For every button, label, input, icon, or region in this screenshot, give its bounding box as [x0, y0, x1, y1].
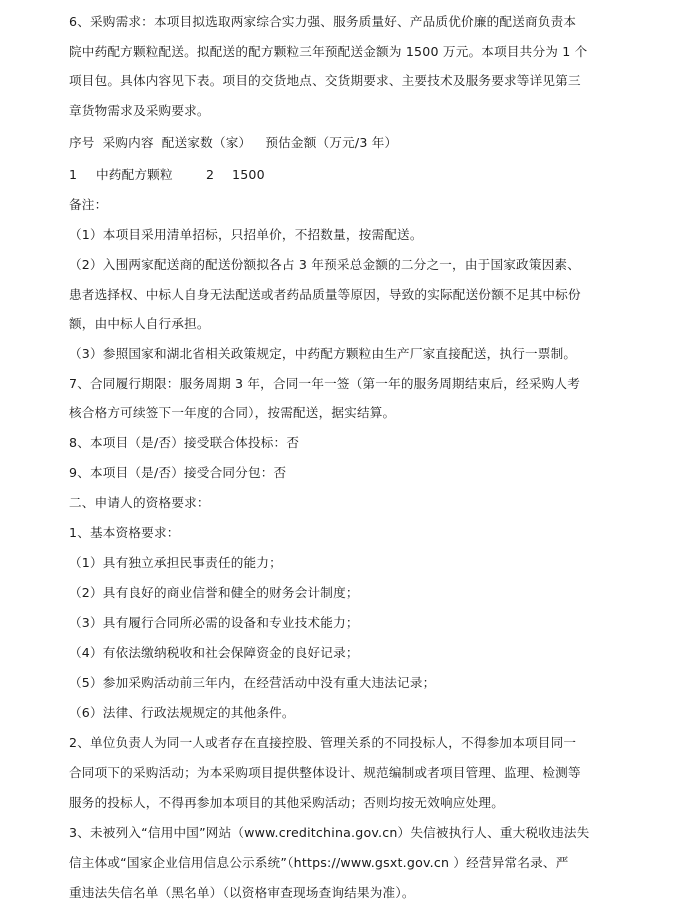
qualification-basic-heading: 1、基本资格要求：: [69, 525, 180, 540]
paragraph-procurement-needs-line-4: 章货物需求及采购要求。: [69, 103, 210, 118]
qualification-2-line-2: 合同项下的采购活动；为本采购项目提供整体设计、规范编制或者项目管理、监理、检测等: [69, 765, 581, 780]
remark-item-2-line-1: （2）入围两家配送商的配送份额拟各占 3 年预采总金额的二分之一，由于国家政策因素、: [69, 257, 580, 272]
paragraph-contract-period-line-1: 7、合同履行期限：服务周期 3 年，合同一年一签（第一年的服务周期结束后，经采购人考: [69, 376, 580, 391]
paragraph-procurement-needs-line-1: 6、采购需求：本项目拟选取两家综合实力强、服务质量好、产品质优价廉的配送商负责本: [69, 14, 577, 29]
qualification-3-line-1: 3、未被列入“信用中国”网站（www.creditchina.gov.cn）失信被执行人、重大税收违法失: [69, 825, 590, 840]
remark-item-3: （3）参照国家和湖北省相关政策规定，中药配方颗粒由生产厂家直接配送，执行一票制。: [69, 346, 577, 361]
qualification-item-2: （2）具有良好的商业信誉和健全的财务会计制度；: [69, 585, 359, 600]
table-header-cell: 配送家数（家）: [161, 135, 252, 150]
table-cell: 中药配方颗粒: [96, 167, 173, 182]
remark-heading: 备注：: [69, 197, 108, 212]
table-cell: 1500: [232, 167, 265, 182]
qualification-item-1: （1）具有独立承担民事责任的能力；: [69, 555, 282, 570]
qualification-item-5: （5）参加采购活动前三年内，在经营活动中没有重大违法记录；: [69, 675, 436, 690]
qualification-3-line-2: 信主体或“国家企业信用信息公示系统”（https://www.gsxt.gov.cn ）经营异常名录、严: [69, 855, 569, 870]
qualification-2-line-3: 服务的投标人，不得再参加本项目的其他采购活动；否则均按无效响应处理。: [69, 795, 504, 810]
section-heading-qualifications: 二、申请人的资格要求：: [69, 495, 210, 510]
remark-item-1: （1）本项目采用清单招标，只招单价，不招数量，按需配送。: [69, 227, 423, 242]
table-cell: 1: [69, 167, 78, 182]
table-cell: 2: [206, 167, 215, 182]
paragraph-procurement-needs-line-2: 院中药配方颗粒配送。拟配送的配方颗粒三年预配送金额为 1500 万元。本项目共分为 1 个: [69, 44, 588, 59]
table-header-cell: 预估金额（万元/3 年）: [265, 135, 398, 150]
table-header-row: [69, 135, 397, 151]
qualification-item-4: （4）有依法缴纳税收和社会保障资金的良好记录；: [69, 645, 359, 660]
table-header-cell: 采购内容: [102, 135, 154, 150]
table-row: [69, 167, 265, 183]
paragraph-procurement-needs-line-3: 项目包。具体内容见下表。项目的交货地点、交货期要求、主要技术及服务要求等详见第三: [69, 73, 581, 88]
paragraph-subcontracting: 9、本项目（是/否）接受合同分包：否: [69, 465, 287, 480]
qualification-2-line-1: 2、单位负责人为同一人或者存在直接控股、管理关系的不同投标人，不得参加本项目同一: [69, 735, 577, 750]
qualification-item-6: （6）法律、行政法规规定的其他条件。: [69, 705, 295, 720]
table-header-cell: 序号: [69, 135, 95, 150]
remark-item-2-line-3: 额，由中标人自行承担。: [69, 316, 210, 331]
paragraph-consortium-bid: 8、本项目（是/否）接受联合体投标：否: [69, 435, 300, 450]
paragraph-contract-period-line-2: 核合格方可续签下一年度的合同），按需配送，据实结算。: [69, 405, 396, 420]
qualification-3-line-3: 重违法失信名单（黑名单）（以资格审查现场查询结果为准）。: [69, 885, 415, 900]
qualification-item-3: （3）具有履行合同所必需的设备和专业技术能力；: [69, 615, 359, 630]
remark-item-2-line-2: 患者选择权、中标人自身无法配送或者药品质量等原因，导致的实际配送份额不足其中标份: [69, 287, 581, 302]
